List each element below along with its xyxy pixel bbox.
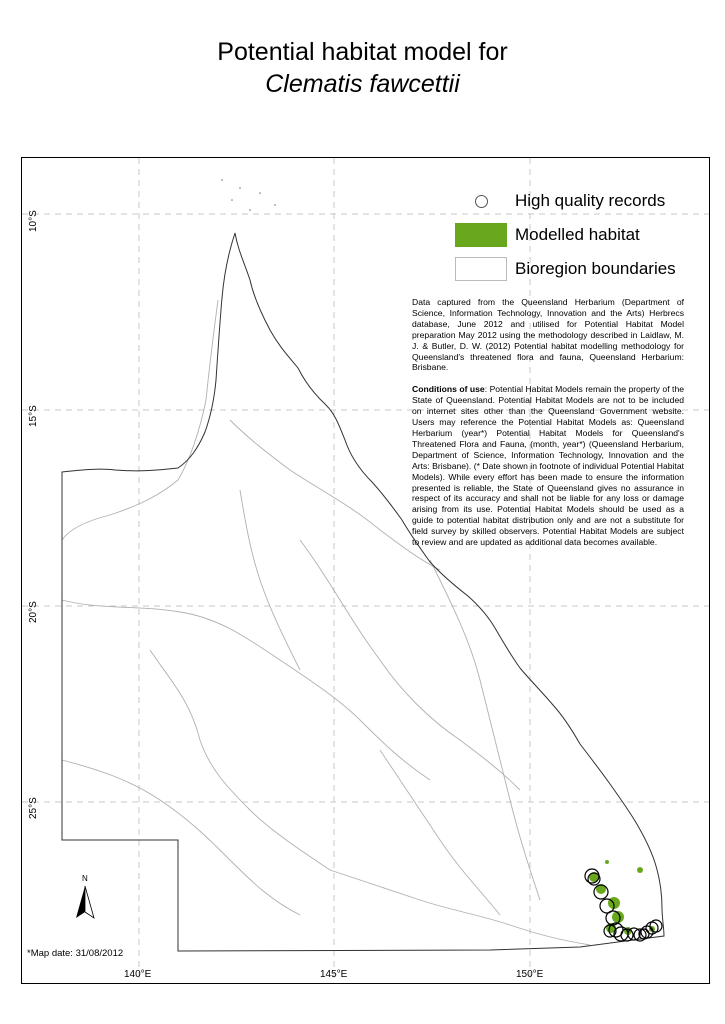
map-date: *Map date: 31/08/2012: [27, 948, 124, 959]
conditions-heading: Conditions of use: [412, 384, 485, 395]
lon-label-150: 150°E: [516, 969, 544, 980]
lat-label-20: 20°S: [28, 601, 39, 623]
lat-label-25: 25°S: [28, 797, 39, 819]
habitat-swatch: [455, 223, 507, 247]
record-point: [650, 920, 662, 932]
data-source-paragraph: Data captured from the Queensland Herbarium (Department of Science, Information Technology, Innovation and the Arts) Herbrecs database, June 2012 and utilised for Potential Habitat Model preparation May 2012 using the methodology described in Laidlaw, M. J. & Butler, D. W. (2012) Potential habitat modelling methodology for Queensland's threatened flora and fauna, Queensland Herbarium: Brisbane.: [412, 297, 684, 373]
legend-label: Modelled habitat: [515, 225, 640, 244]
bioregion-swatch: [455, 257, 507, 281]
legend-item-bioregion: [455, 256, 676, 282]
lon-label-140: 140°E: [124, 969, 152, 980]
north-arrow: [72, 874, 98, 920]
legend-label: Bioregion boundaries: [515, 259, 676, 278]
data-notes: [412, 297, 684, 559]
lat-label-10: 10°S: [28, 210, 39, 232]
north-label: N: [82, 874, 88, 883]
north-arrow-icon: [72, 884, 98, 924]
title-species: Clematis fawcettii: [265, 70, 460, 98]
legend-item-habitat: [455, 222, 640, 248]
torres-strait-islands: [221, 179, 276, 211]
title-line-1: Potential habitat model for: [217, 38, 508, 66]
lat-label-15: 15°S: [28, 405, 39, 427]
conditions-paragraph: [412, 384, 684, 548]
legend-item-records: [455, 188, 665, 214]
modelled-habitat: [589, 860, 655, 935]
lon-label-145: 145°E: [320, 969, 348, 980]
legend-label: High quality records: [515, 191, 666, 210]
record-circle-icon: [475, 195, 488, 208]
conditions-text: : Potential Habitat Models remain the property of the State of Queensland. Potential Habitat Models are not to be included on internet sites other than the Queensland Government website. Users may reference the Potential Habitat Models as: Queensland Herbarium (year*) Potential Habitat Models for Queensland's Threatened Flora and Fauna, (month, year*) (Queensland Herbarium, Department of Science, Information Technology, Innovation and the Arts: Brisbane). (* Date shown in footnote of individual Potential Habitat Models). While every effort has been made to ensure the information presented is reliable, the State of Queensland gives no assurance in respect of its accuracy and shall not be liable for any loss or damage arising from its use. Potential Habitat Models should be used as a guide to potential habitat distribution only and are not a substitute for field survey by skilled observers. Potential Habitat Models are subject to review and are updated as additional data becomes available.: [412, 384, 684, 548]
